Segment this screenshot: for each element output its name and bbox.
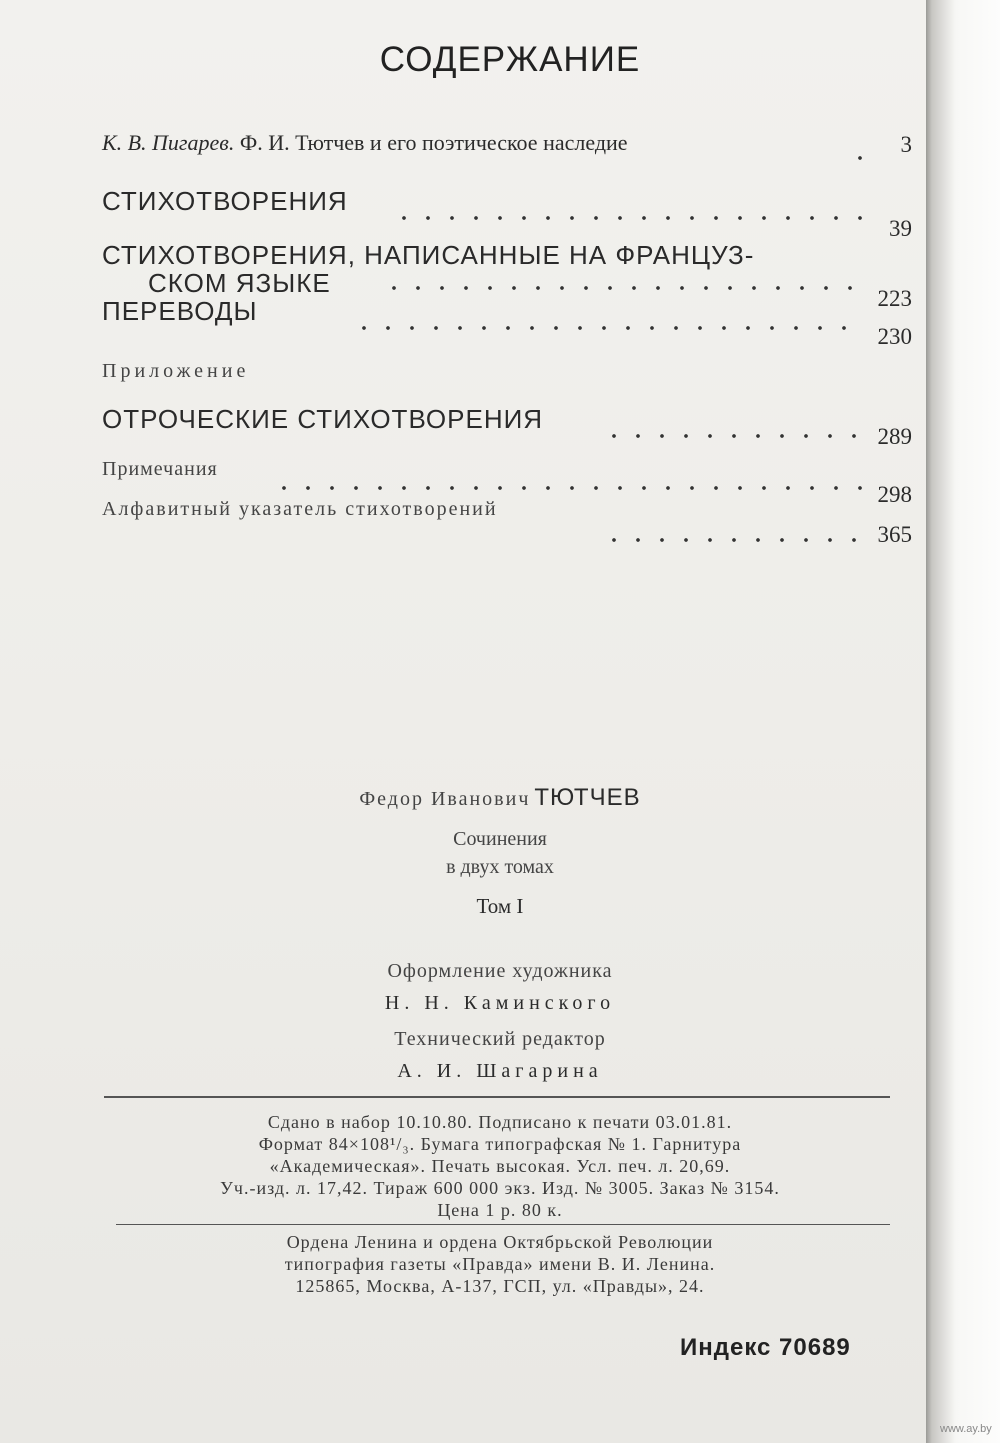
printer-line: Ордена Ленина и ордена Октябрьской Революции (286, 1232, 714, 1252)
toc-entry-label: Примечания (102, 458, 218, 480)
colophon-author-line (0, 784, 1000, 812)
toc-entry-label-continued: СКОМ ЯЗЫКЕ (148, 268, 331, 298)
imprint-line: Формат 84×108¹/₃. Бумага типографская № 1. Гарнитура (258, 1134, 742, 1154)
toc-title: СОДЕРЖАНИЕ (379, 40, 641, 79)
divider-rule-bottom (116, 1224, 890, 1225)
toc-entry-index (102, 496, 912, 547)
leader-dots (602, 538, 862, 542)
index-label: Индекс 70689 (680, 1334, 851, 1361)
printer-line: 125865, Москва, А-137, ГСП, ул. «Правды», 24. (295, 1276, 705, 1296)
toc-appendix-heading (102, 356, 912, 400)
toc-entry-label: Приложение (102, 360, 250, 382)
toc-entry-author: К. В. Пигарев. (102, 130, 235, 155)
toc-entry-intro (102, 128, 912, 172)
leader-dots (392, 216, 862, 220)
colophon-editor-name: А. И. Шагарина (397, 1060, 603, 1082)
toc-entry-translations (102, 296, 912, 349)
toc-entry-label: ПЕРЕВОДЫ (102, 296, 258, 326)
toc-entry-page: 298 (877, 482, 912, 507)
leader-dots (602, 434, 862, 438)
imprint-price: Цена 1 р. 80 к. (437, 1200, 563, 1220)
toc-entry-page: 365 (877, 522, 912, 547)
toc-entry-label: СТИХОТВОРЕНИЯ (102, 186, 348, 216)
colophon-design-name: Н. Н. Каминского (384, 992, 616, 1014)
printer-line: типография газеты «Правда» имени В. И. Ленина. (284, 1254, 716, 1274)
toc-entry-label: Ф. И. Тютчев и его поэтическое наследие (239, 130, 628, 155)
toc-entry-page: 230 (877, 324, 912, 349)
watermark: www.ay.by (940, 1423, 992, 1435)
toc-entry-page: 3 (900, 132, 912, 157)
imprint-line: Сдано в набор 10.10.80. Подписано к печати 03.01.81. (267, 1112, 733, 1132)
leader-dots (352, 326, 862, 330)
imprint-line: «Академическая». Печать высокая. Усл. печ. л. 20,69. (269, 1156, 731, 1176)
toc-entry-page: 39 (889, 216, 912, 241)
toc-entry-notes (102, 456, 912, 507)
leader-dots (848, 156, 872, 160)
colophon-work: Сочинения (453, 828, 547, 850)
colophon-work-subtitle: в двух томах (446, 856, 554, 878)
toc-entry-poems (102, 186, 912, 241)
leader-dots (272, 486, 862, 490)
toc-entry-label: СТИХОТВОРЕНИЯ, НАПИСАННЫЕ НА ФРАНЦУЗ- (102, 240, 755, 270)
leader-dots (382, 286, 852, 290)
colophon-author: Федор Иванович (359, 788, 531, 810)
toc-entry-label: Алфавитный указатель стихотворений (102, 498, 498, 520)
colophon-author-surname: ТЮТЧЕВ (534, 784, 641, 811)
toc-entry-page: 289 (877, 424, 912, 449)
divider-rule-top (104, 1096, 890, 1098)
colophon-volume: Том I (476, 894, 524, 918)
imprint-line: Уч.-изд. л. 17,42. Тираж 600 000 экз. Изд. № 3005. Заказ № 3154. (220, 1178, 780, 1198)
colophon-editor-label: Технический редактор (394, 1028, 606, 1050)
page-edge (926, 0, 1000, 1443)
toc-entry-juvenile-poems (102, 404, 912, 448)
colophon-design-label: Оформление художника (387, 960, 613, 982)
toc-entry-page: 223 (877, 286, 912, 311)
toc-entry-label: ОТРОЧЕСКИЕ СТИХОТВОРЕНИЯ (102, 404, 544, 434)
